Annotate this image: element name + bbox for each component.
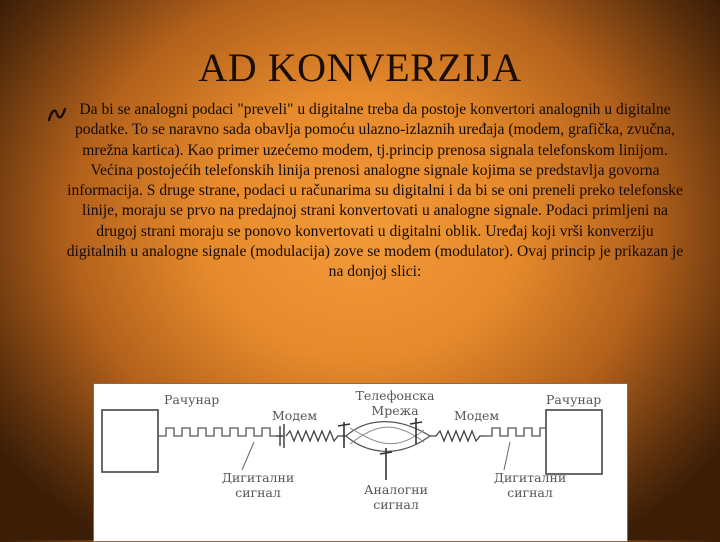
right-computer-label: Рачунар <box>546 392 602 407</box>
left-signal-label <box>218 470 298 500</box>
slide-title: AD KONVERZIJA <box>198 45 522 90</box>
left-analog-wave <box>286 431 346 441</box>
right-signal-label-line1: Дигитални <box>493 470 567 485</box>
slide-paragraph: Da bi se analogni podaci "preveli" u digitalne treba da postoje konvertori analognih u digitalne podatke. To se naravno sada obavlja pomoću ulazno-izlaznih uređaja (modem, grafička, zvučna, mrežna kartica). Kao primer uzećemo modem, tj.princip prenosa signala telefonskom linijom. Većina postojećih telefonskih linija prenosi analogne signale kojima se predstavlja govorna informacija. S druge strane, podaci u računarima su digitalni i da bi se oni preneli preko telefonske linije, moraju se prvo na predajnoj strani konvertovati u analogne signale. Podaci primljeni na drugoj strani moraju se ponovo konvertovati u digitalni oblik. Uređaj koji vrši konverziju digitalnih u analogne signale (modulacija) zove se modem (modulator). Ovaj princip je prikazan je na donjoj slici: <box>66 101 684 281</box>
network-label-line1: Телефонска <box>355 388 435 403</box>
modem-diagram <box>93 383 628 542</box>
network-label <box>350 388 440 418</box>
curly-bullet-icon <box>47 104 67 124</box>
right-digital-wave <box>486 428 546 436</box>
left-digital-wave <box>158 428 276 436</box>
center-signal-label <box>356 482 436 512</box>
left-modem-label: Модем <box>272 408 318 423</box>
left-computer-label: Рачунар <box>164 392 220 407</box>
left-signal-arrow <box>242 442 254 470</box>
left-pole <box>338 422 350 448</box>
right-signal-label-line2: сигнал <box>507 485 553 500</box>
center-signal-label-line1: Аналогни <box>364 482 428 497</box>
left-signal-label-line2: сигнал <box>235 485 281 500</box>
right-signal-label <box>490 470 570 500</box>
right-analog-wave <box>430 431 486 441</box>
left-modem-symbol <box>276 424 284 448</box>
right-modem-label: Модем <box>454 408 500 423</box>
network-line-cross2 <box>350 427 424 444</box>
right-signal-arrow <box>504 442 510 470</box>
center-signal-label-line2: сигнал <box>373 497 419 512</box>
center-pole <box>380 448 392 480</box>
left-computer-box <box>102 410 158 472</box>
network-label-line2: Мрежа <box>371 403 419 418</box>
left-signal-label-line1: Дигитални <box>221 470 295 485</box>
network-line-upper <box>346 422 430 436</box>
right-computer-box <box>546 410 602 474</box>
